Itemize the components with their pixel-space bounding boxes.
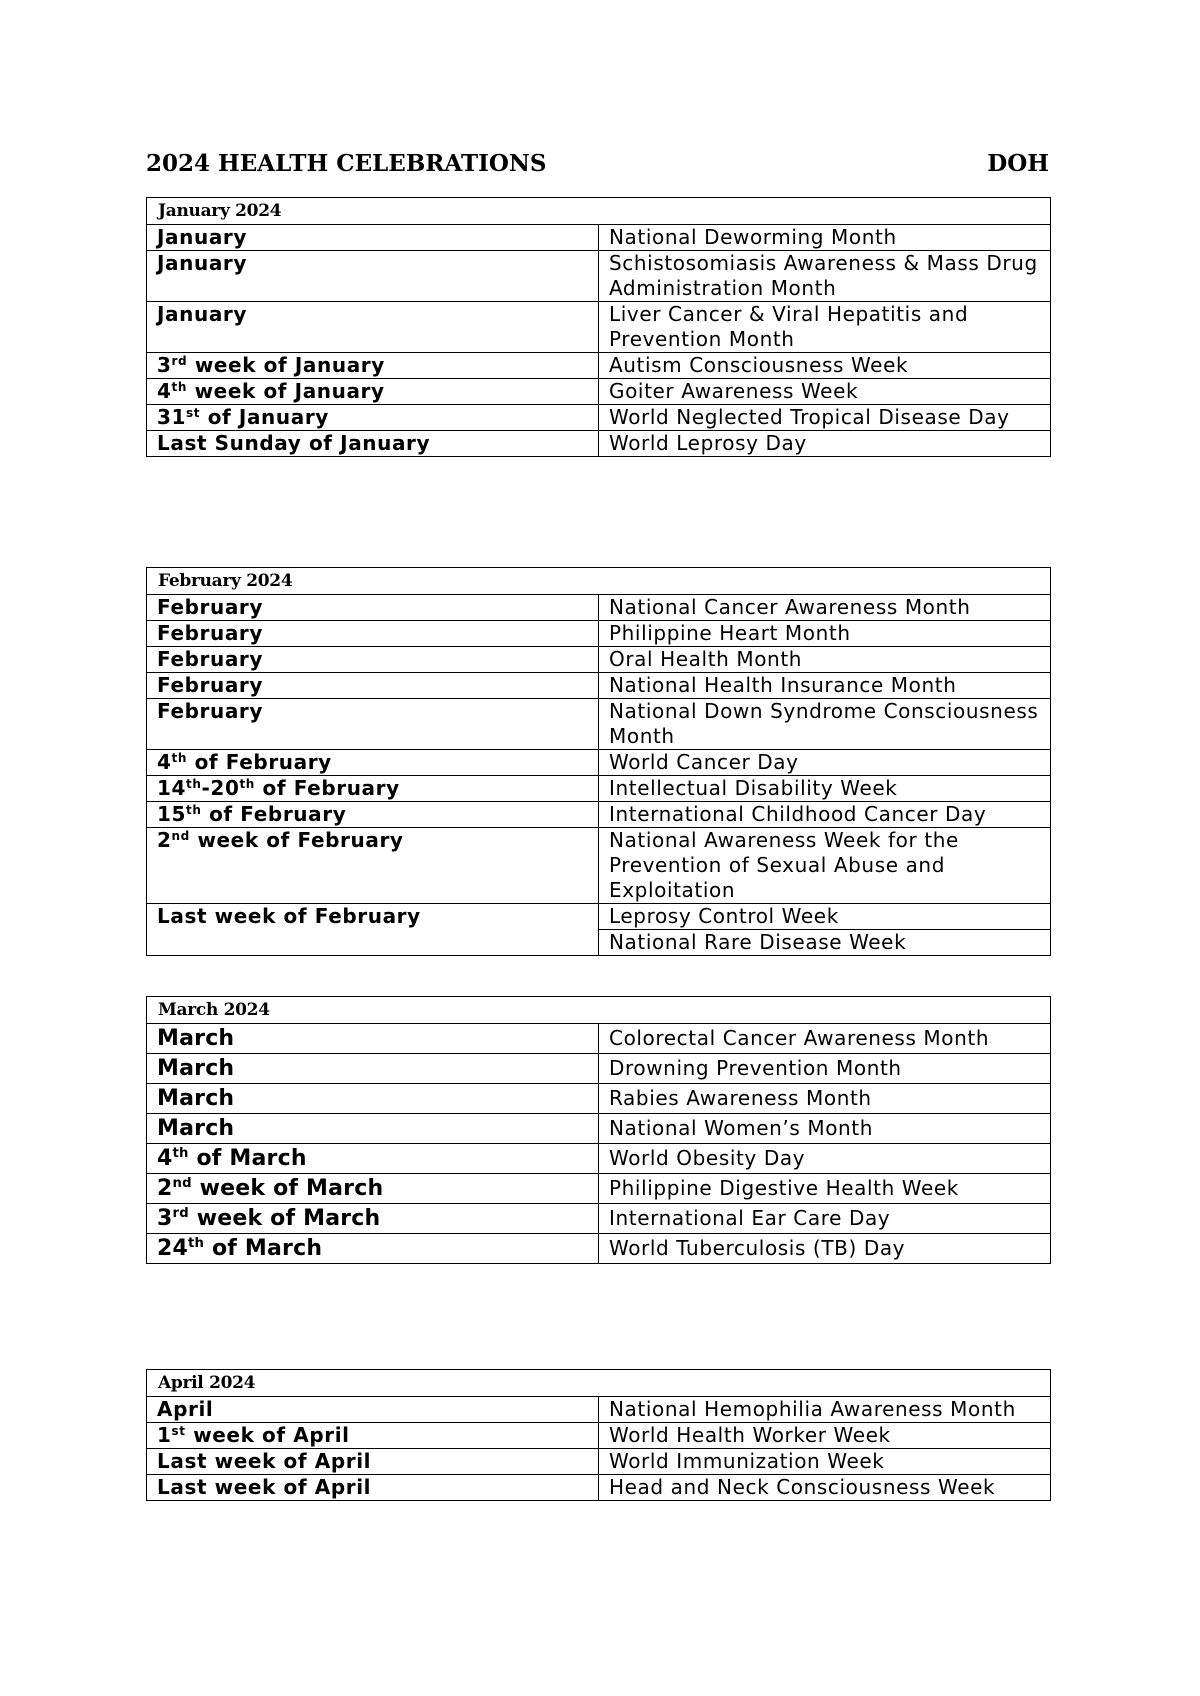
document-title: 2024 HEALTH CELEBRATIONS xyxy=(146,150,547,177)
date-cell: February xyxy=(147,673,599,699)
table-row xyxy=(147,225,1051,251)
date-cell: 2nd week of March xyxy=(147,1174,599,1204)
date-cell: 4th of March xyxy=(147,1144,599,1174)
date-cell: February xyxy=(147,595,599,621)
date-cell: 2nd week of February xyxy=(147,828,599,904)
month-heading: January 2024 xyxy=(147,198,1051,225)
event-cell: Head and Neck Consciousness Week xyxy=(599,1475,1051,1501)
march-table xyxy=(146,996,1051,1264)
table-row xyxy=(147,621,1051,647)
table-row xyxy=(147,1054,1051,1084)
event-cell: World Cancer Day xyxy=(599,750,1051,776)
event-cell: Liver Cancer & Viral Hepatitis and Prevention Month xyxy=(599,302,1051,353)
date-cell: March xyxy=(147,1024,599,1054)
event-cell: Autism Consciousness Week xyxy=(599,353,1051,379)
date-cell: February xyxy=(147,699,599,750)
event-cell: National Women’s Month xyxy=(599,1114,1051,1144)
event-cell: World Leprosy Day xyxy=(599,431,1051,457)
table-row xyxy=(147,776,1051,802)
date-cell: 24th of March xyxy=(147,1234,599,1264)
table-row xyxy=(147,302,1051,353)
date-cell: Last week of February xyxy=(147,904,599,956)
event-cell: Philippine Digestive Health Week xyxy=(599,1174,1051,1204)
table-row xyxy=(147,251,1051,302)
event-cell: Leprosy Control Week xyxy=(599,904,1051,930)
table-row xyxy=(147,1423,1051,1449)
event-cell: World Health Worker Week xyxy=(599,1423,1051,1449)
date-cell: February xyxy=(147,621,599,647)
event-cell: Schistosomiasis Awareness & Mass Drug Administration Month xyxy=(599,251,1051,302)
table-row xyxy=(147,699,1051,750)
table-row xyxy=(147,1144,1051,1174)
month-heading: April 2024 xyxy=(147,1370,1051,1397)
event-cell: World Obesity Day xyxy=(599,1144,1051,1174)
date-cell: 14th-20th of February xyxy=(147,776,599,802)
table-row xyxy=(147,1234,1051,1264)
event-cell: National Cancer Awareness Month xyxy=(599,595,1051,621)
table-row xyxy=(147,1397,1051,1423)
table-row xyxy=(147,1084,1051,1114)
table-row xyxy=(147,595,1051,621)
date-cell: Last Sunday of January xyxy=(147,431,599,457)
table-row xyxy=(147,1449,1051,1475)
february-table xyxy=(146,567,1051,956)
event-cell: International Ear Care Day xyxy=(599,1204,1051,1234)
table-row xyxy=(147,379,1051,405)
month-heading: March 2024 xyxy=(147,997,1051,1024)
date-cell: 4th week of January xyxy=(147,379,599,405)
date-cell: March xyxy=(147,1054,599,1084)
table-row xyxy=(147,1024,1051,1054)
april-table xyxy=(146,1369,1051,1501)
event-cell: Goiter Awareness Week xyxy=(599,379,1051,405)
event-cell: International Childhood Cancer Day xyxy=(599,802,1051,828)
event-cell: National Awareness Week for the Prevention of Sexual Abuse and Exploitation xyxy=(599,828,1051,904)
agency-label: DOH xyxy=(987,150,1049,177)
table-row xyxy=(147,828,1051,904)
event-cell: Drowning Prevention Month xyxy=(599,1054,1051,1084)
event-cell: Rabies Awareness Month xyxy=(599,1084,1051,1114)
date-cell: April xyxy=(147,1397,599,1423)
date-cell: January xyxy=(147,302,599,353)
table-row xyxy=(147,431,1051,457)
date-cell: February xyxy=(147,647,599,673)
date-cell: 3rd week of March xyxy=(147,1204,599,1234)
table-row xyxy=(147,904,1051,930)
event-cell: World Neglected Tropical Disease Day xyxy=(599,405,1051,431)
event-cell: National Health Insurance Month xyxy=(599,673,1051,699)
table-row xyxy=(147,750,1051,776)
date-cell: 31st of January xyxy=(147,405,599,431)
month-heading: February 2024 xyxy=(147,568,1051,595)
event-cell: Philippine Heart Month xyxy=(599,621,1051,647)
table-row xyxy=(147,353,1051,379)
date-cell: March xyxy=(147,1114,599,1144)
table-row xyxy=(147,1114,1051,1144)
event-cell: National Rare Disease Week xyxy=(599,930,1051,956)
date-cell: January xyxy=(147,225,599,251)
table-row xyxy=(147,1204,1051,1234)
event-cell: Colorectal Cancer Awareness Month xyxy=(599,1024,1051,1054)
event-cell: Oral Health Month xyxy=(599,647,1051,673)
table-row xyxy=(147,1475,1051,1501)
date-cell: 15th of February xyxy=(147,802,599,828)
date-cell: January xyxy=(147,251,599,302)
table-row xyxy=(147,1174,1051,1204)
event-cell: Intellectual Disability Week xyxy=(599,776,1051,802)
table-row xyxy=(147,802,1051,828)
event-cell: National Hemophilia Awareness Month xyxy=(599,1397,1051,1423)
date-cell: Last week of April xyxy=(147,1475,599,1501)
date-cell: Last week of April xyxy=(147,1449,599,1475)
document-header xyxy=(146,150,1049,177)
event-cell: World Immunization Week xyxy=(599,1449,1051,1475)
date-cell: 4th of February xyxy=(147,750,599,776)
january-table xyxy=(146,197,1051,457)
event-cell: National Deworming Month xyxy=(599,225,1051,251)
event-cell: National Down Syndrome Consciousness Month xyxy=(599,699,1051,750)
date-cell: 3rd week of January xyxy=(147,353,599,379)
date-cell: 1st week of April xyxy=(147,1423,599,1449)
table-row xyxy=(147,647,1051,673)
table-row xyxy=(147,673,1051,699)
table-row xyxy=(147,405,1051,431)
event-cell: World Tuberculosis (TB) Day xyxy=(599,1234,1051,1264)
date-cell: March xyxy=(147,1084,599,1114)
